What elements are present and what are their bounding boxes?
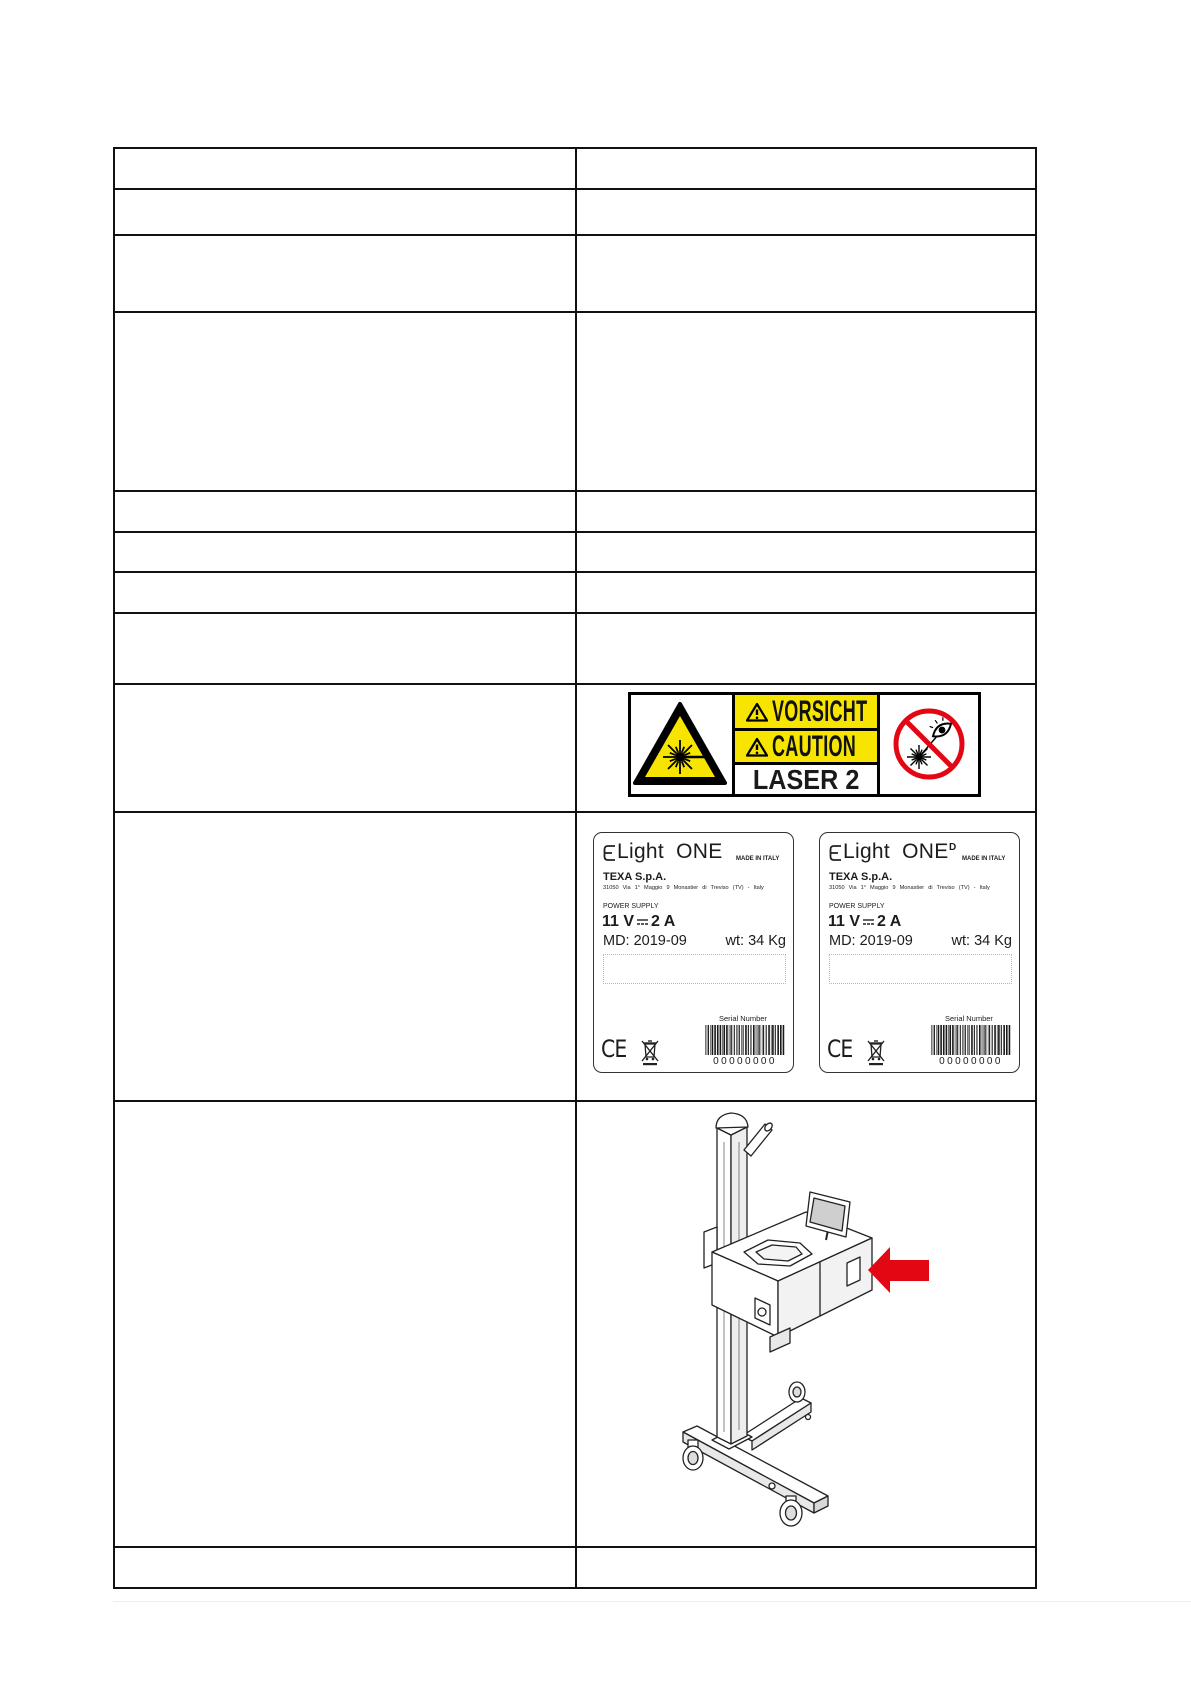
table-cell xyxy=(114,532,576,572)
elight-e-mark-icon xyxy=(603,844,616,862)
barcode-bar xyxy=(979,1025,981,1055)
barcode-bar xyxy=(763,1025,764,1055)
weight: wt: 34 Kg xyxy=(951,933,1012,949)
barcode-bar xyxy=(960,1025,961,1055)
laser-hazard-triangle-icon xyxy=(631,695,732,794)
table-row xyxy=(114,312,1036,491)
manufacture-date: MD: 2019-09 xyxy=(603,933,687,949)
crossed-out-bin-icon xyxy=(866,1038,886,1066)
tester-wheel xyxy=(789,1382,805,1402)
barcode-bar xyxy=(984,1025,985,1055)
barcode-bar xyxy=(956,1025,957,1055)
manufacturer-name: TEXA S.p.A. xyxy=(603,871,667,883)
table-cell xyxy=(114,312,576,491)
table-row xyxy=(114,148,1036,189)
table-row xyxy=(114,572,1036,613)
power-supply-title: POWER SUPPLY xyxy=(603,903,659,910)
barcode-bar xyxy=(759,1025,760,1055)
barcode-bar xyxy=(722,1025,723,1055)
barcode-bar xyxy=(783,1025,785,1055)
caution-text: CAUTION xyxy=(772,731,857,763)
barcode-bar xyxy=(758,1025,759,1055)
barcode-bar xyxy=(739,1025,740,1055)
weight: wt: 34 Kg xyxy=(725,933,786,949)
barcode-bar xyxy=(965,1025,966,1055)
laser-class-row xyxy=(735,765,877,794)
barcode-bar xyxy=(780,1025,782,1055)
barcode-bar xyxy=(731,1025,732,1055)
barcode-bar xyxy=(748,1025,749,1055)
barcode-bar xyxy=(1003,1025,1005,1055)
barcode-bar xyxy=(998,1025,1000,1055)
warning-triangle-icon xyxy=(746,702,768,722)
laser-class-text: LASER 2 xyxy=(752,765,860,794)
barcode-bar xyxy=(714,1025,716,1055)
barcode-bar xyxy=(741,1025,742,1055)
barcode-bar xyxy=(766,1025,767,1055)
barcode-bar xyxy=(940,1025,942,1055)
barcode-bar xyxy=(734,1025,735,1055)
barcode-bar xyxy=(707,1025,708,1055)
table-cell xyxy=(576,532,1036,572)
table-cell xyxy=(114,235,576,312)
ce-mark: CE xyxy=(827,1035,853,1063)
barcode-bar xyxy=(768,1025,770,1055)
table-cell xyxy=(576,613,1036,684)
table-cell xyxy=(114,189,576,235)
table-cell xyxy=(114,1101,576,1547)
blank-field-box xyxy=(603,954,786,984)
vorsicht-row xyxy=(735,695,877,731)
barcode-bar xyxy=(976,1025,977,1055)
table-row xyxy=(114,532,1036,572)
barcode-bar xyxy=(946,1025,948,1055)
caution-row xyxy=(735,731,877,765)
barcode-bar xyxy=(743,1025,744,1055)
table-cell xyxy=(576,235,1036,312)
table-cell xyxy=(114,148,576,189)
ce-mark: CE xyxy=(601,1035,627,1063)
laser-hazard-panel xyxy=(631,695,735,794)
barcode-bar xyxy=(982,1025,983,1055)
table-cell xyxy=(114,1547,576,1588)
vorsicht-text: VORSICHT xyxy=(772,695,868,728)
serial-number-value: 00000000 xyxy=(939,1056,1003,1067)
barcode-bar xyxy=(771,1025,772,1055)
barcode-bar xyxy=(717,1025,719,1055)
manufacturer-name: TEXA S.p.A. xyxy=(829,871,893,883)
table-row xyxy=(114,613,1036,684)
table-cell xyxy=(576,189,1036,235)
barcode-bar xyxy=(729,1025,730,1055)
power-rating xyxy=(828,913,901,931)
rating-label-elight-one-d xyxy=(819,832,1020,1073)
barcode-bar xyxy=(934,1025,935,1055)
barcode-bar xyxy=(772,1025,774,1055)
barcode-bar xyxy=(997,1025,998,1055)
logo-suffix: D xyxy=(949,842,957,853)
power-current: 2 A xyxy=(877,913,902,930)
barcode-bar xyxy=(948,1025,949,1055)
barcode-bar xyxy=(726,1025,728,1055)
serial-barcode xyxy=(705,1025,785,1055)
serial-number-title: Serial Number xyxy=(719,1014,767,1023)
serial-number-title: Serial Number xyxy=(945,1014,993,1023)
made-in-italy: MADE IN ITALY xyxy=(962,856,1006,862)
headlight-tester-on-stand-illustration xyxy=(650,1105,950,1540)
barcode-bar xyxy=(1001,1025,1002,1055)
serial-number-value: 00000000 xyxy=(713,1056,777,1067)
barcode-bar xyxy=(989,1025,990,1055)
logo-text: Light ONE xyxy=(617,840,723,863)
table-cell xyxy=(576,491,1036,532)
barcode-bar xyxy=(938,1025,940,1055)
power-voltage: 11 V xyxy=(828,913,861,930)
table-row xyxy=(114,235,1036,312)
barcode-bar xyxy=(994,1025,996,1055)
dc-current-icon xyxy=(637,918,648,926)
barcode-bar xyxy=(736,1025,737,1055)
barcode-bar xyxy=(931,1025,932,1055)
power-supply-title: POWER SUPPLY xyxy=(829,903,885,910)
made-in-italy: MADE IN ITALY xyxy=(736,856,780,862)
serial-barcode xyxy=(931,1025,1011,1055)
laser-text-panel xyxy=(735,695,880,794)
no-eye-exposure-panel xyxy=(880,695,978,794)
blank-field-box xyxy=(829,954,1012,984)
table-cell xyxy=(114,572,576,613)
power-voltage: 11 V xyxy=(602,913,635,930)
manufacture-date: MD: 2019-09 xyxy=(829,933,913,949)
barcode-bar xyxy=(730,1025,731,1055)
barcode-bar xyxy=(720,1025,722,1055)
barcode-bar xyxy=(753,1025,755,1055)
manufacturer-address: 31050 Via 1° Maggio 9 Monastier di Treviso (TV) - Italy xyxy=(829,885,990,891)
barcode-bar xyxy=(745,1025,747,1055)
table-cell xyxy=(576,312,1036,491)
laser-warning-sign xyxy=(628,692,981,797)
barcode-bar xyxy=(708,1025,709,1055)
barcode-bar xyxy=(936,1025,937,1055)
barcode-bar xyxy=(983,1025,984,1055)
barcode-bar xyxy=(988,1025,989,1055)
table-row xyxy=(114,1547,1036,1588)
rating-label-elight-one xyxy=(593,832,794,1073)
barcode-bar xyxy=(756,1025,757,1055)
do-not-stare-into-beam-icon xyxy=(880,695,978,794)
barcode-bar xyxy=(738,1025,739,1055)
barcode-bar xyxy=(992,1025,993,1055)
barcode-bar xyxy=(962,1025,963,1055)
barcode-bar xyxy=(750,1025,751,1055)
warning-triangle-icon xyxy=(746,737,768,757)
barcode-bar xyxy=(957,1025,958,1055)
table-cell xyxy=(114,684,576,812)
barcode-bar xyxy=(943,1025,945,1055)
barcode-bar xyxy=(967,1025,968,1055)
table-cell xyxy=(576,148,1036,189)
red-arrow-left-icon xyxy=(868,1247,929,1293)
barcode-bar xyxy=(952,1025,954,1055)
dc-current-icon xyxy=(863,918,874,926)
barcode-bar xyxy=(775,1025,776,1055)
footer-divider xyxy=(113,1601,1191,1602)
table-cell xyxy=(114,491,576,532)
barcode-bar xyxy=(723,1025,725,1055)
barcode-bar xyxy=(710,1025,711,1055)
barcode-bar xyxy=(762,1025,763,1055)
barcode-bar xyxy=(757,1025,758,1055)
barcode-bar xyxy=(933,1025,934,1055)
manufacturer-address: 31050 Via 1° Maggio 9 Monastier di Treviso (TV) - Italy xyxy=(603,885,764,891)
tester-base xyxy=(683,1398,828,1513)
barcode-bar xyxy=(949,1025,951,1055)
table-row xyxy=(114,189,1036,235)
barcode-bar xyxy=(712,1025,714,1055)
logo-text: Light ONE xyxy=(843,840,949,863)
elight-e-mark-icon xyxy=(829,844,842,862)
barcode-bar xyxy=(705,1025,706,1055)
table-cell xyxy=(114,613,576,684)
barcode-bar xyxy=(974,1025,975,1055)
table-cell xyxy=(576,572,1036,613)
table-row xyxy=(114,491,1036,532)
table-cell xyxy=(114,812,576,1101)
barcode-bar xyxy=(1009,1025,1011,1055)
barcode-bar xyxy=(985,1025,986,1055)
barcode-bar xyxy=(1006,1025,1008,1055)
barcode-bar xyxy=(964,1025,965,1055)
barcode-bar xyxy=(777,1025,779,1055)
barcode-bar xyxy=(955,1025,956,1055)
table-cell xyxy=(576,1547,1036,1588)
power-rating xyxy=(602,913,675,931)
power-current: 2 A xyxy=(651,913,676,930)
barcode-bar xyxy=(969,1025,970,1055)
barcode-bar xyxy=(971,1025,973,1055)
crossed-out-bin-icon xyxy=(640,1038,660,1066)
